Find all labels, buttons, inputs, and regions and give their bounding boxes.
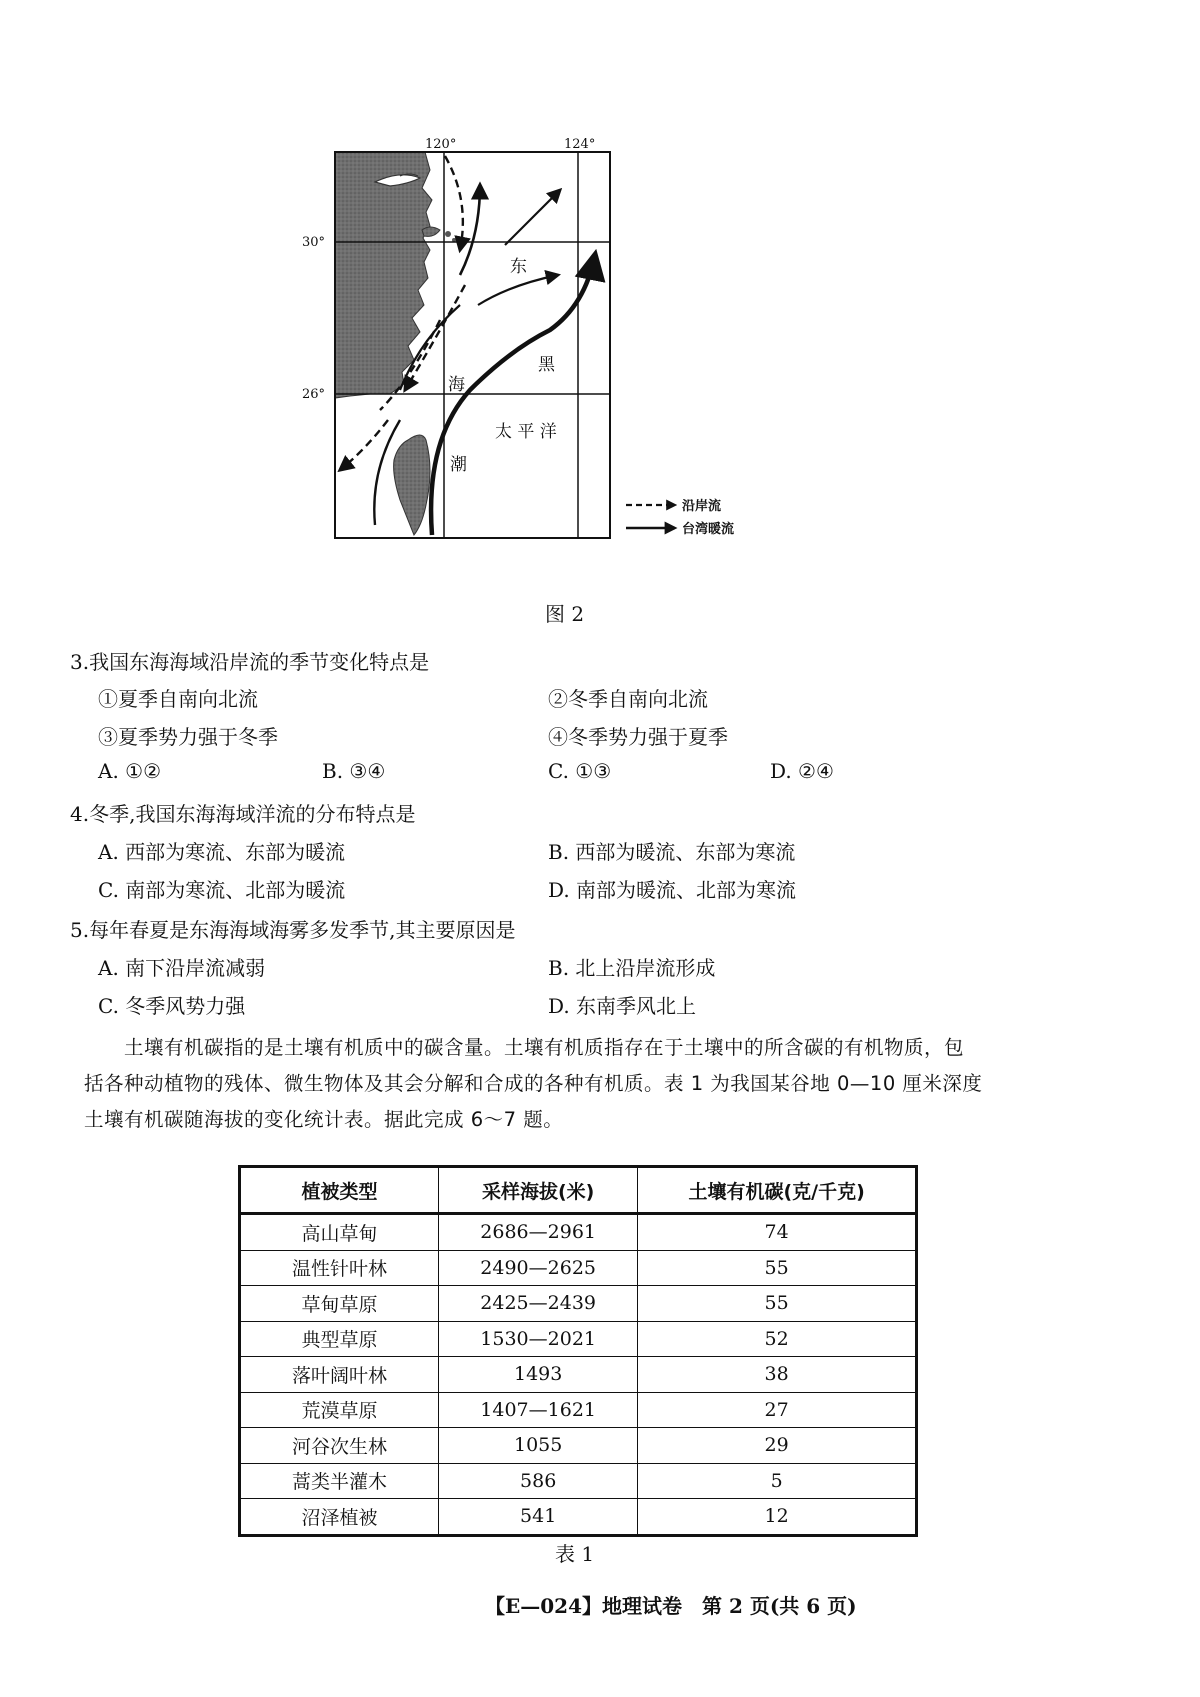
- page-footer: 【E—024】地理试卷 第 2 页(共 6 页): [485, 1594, 857, 1618]
- q5-option-b: B. 北上沿岸流形成: [548, 956, 716, 980]
- table-cell: 高山草甸: [240, 1214, 439, 1251]
- warm-current-2: [505, 190, 560, 245]
- q3-statement-2: ②冬季自南向北流: [548, 687, 708, 711]
- table-cell: 12: [638, 1499, 917, 1536]
- table-cell: 草甸草原: [240, 1286, 439, 1322]
- q3-option-b: B. ③④: [322, 759, 386, 783]
- lat-label-30: 30°: [302, 235, 326, 250]
- table-cell: 1407—1621: [439, 1392, 638, 1428]
- table-cell: 落叶阔叶林: [240, 1357, 439, 1393]
- q3-option-c: C. ①③: [548, 759, 612, 783]
- label-hei: 黑: [538, 355, 555, 375]
- table-cell: 29: [638, 1428, 917, 1464]
- table-cell: 2425—2439: [439, 1286, 638, 1322]
- question-3-stem: 3.我国东海海域沿岸流的季节变化特点是: [70, 650, 430, 674]
- table-cell: 74: [638, 1214, 917, 1251]
- warm-current-1: [460, 185, 480, 275]
- table-cell: 52: [638, 1321, 917, 1357]
- label-hai: 海: [448, 375, 465, 395]
- q3-option-a: A. ①②: [98, 759, 162, 783]
- label-dong: 东: [510, 257, 527, 277]
- q4-option-c: C. 南部为寒流、北部为暖流: [98, 878, 346, 902]
- table-cell: 典型草原: [240, 1321, 439, 1357]
- q3-statement-4: ④冬季势力强于夏季: [548, 725, 728, 749]
- zhoushan-islands: [422, 227, 440, 236]
- table-cell: 27: [638, 1392, 917, 1428]
- table-row: [240, 1357, 917, 1393]
- table-cell: 沼泽植被: [240, 1499, 439, 1536]
- q5-option-a: A. 南下沿岸流减弱: [98, 956, 266, 980]
- lat-label-26: 26°: [302, 387, 326, 402]
- table-cell: 温性针叶林: [240, 1250, 439, 1286]
- q5-option-c: C. 冬季风势力强: [98, 994, 246, 1018]
- table-cell: 荒漠草原: [240, 1392, 439, 1428]
- question-4-stem: 4.冬季,我国东海海域洋流的分布特点是: [70, 802, 416, 826]
- soil-carbon-table: [238, 1165, 918, 1537]
- q3-statement-1: ①夏季自南向北流: [98, 687, 258, 711]
- table-cell: 541: [439, 1499, 638, 1536]
- table-cell: 1055: [439, 1428, 638, 1464]
- table-cell: 55: [638, 1286, 917, 1322]
- passage-line-2: 括各种动植物的残体、微生物体及其会分解和合成的各种有机质。表 1 为我国某谷地 0—10 厘米深度: [84, 1072, 983, 1095]
- q3-option-d: D. ②④: [770, 759, 834, 783]
- table-cell: 1530—2021: [439, 1321, 638, 1357]
- lon-label-124: 124°: [564, 137, 596, 152]
- table-caption: 表 1: [555, 1542, 595, 1566]
- figure-caption: 图 2: [545, 602, 585, 626]
- table-header-vegetation: 植被类型: [240, 1167, 439, 1214]
- label-chao: 潮: [450, 455, 467, 475]
- table-cell: 蒿类半灌木: [240, 1463, 439, 1499]
- question-5-stem: 5.每年春夏是东海海域海雾多发季节,其主要原因是: [70, 918, 516, 942]
- table-cell: 38: [638, 1357, 917, 1393]
- table-cell: 5: [638, 1463, 917, 1499]
- table-cell: 2490—2625: [439, 1250, 638, 1286]
- q4-option-d: D. 南部为暖流、北部为寒流: [548, 878, 797, 902]
- table-row: [240, 1250, 917, 1286]
- lon-label-120: 120°: [425, 137, 457, 152]
- table-cell: 586: [439, 1463, 638, 1499]
- table-row: [240, 1428, 917, 1464]
- table-row: [240, 1392, 917, 1428]
- q5-option-d: D. 东南季风北上: [548, 994, 697, 1018]
- table-cell: 1493: [439, 1357, 638, 1393]
- table-row: [240, 1499, 917, 1536]
- table-header-altitude: 采样海拔(米): [439, 1167, 638, 1214]
- q4-option-b: B. 西部为暖流、东部为寒流: [548, 840, 796, 864]
- legend-coastal-label: 沿岸流: [682, 499, 722, 514]
- taiwan-island: [394, 435, 430, 535]
- warm-current-3: [478, 275, 558, 305]
- label-pacific: 太 平 洋: [495, 422, 557, 442]
- table-row: [240, 1463, 917, 1499]
- table-row: [240, 1321, 917, 1357]
- passage-line-1: 土壤有机碳指的是土壤有机质中的碳含量。土壤有机质指存在于土壤中的所含碳的有机物质，包: [124, 1036, 965, 1059]
- legend-warm-label: 台湾暖流: [682, 522, 735, 537]
- table-header-carbon: 土壤有机碳(克/千克): [638, 1167, 917, 1214]
- table-header-row: [240, 1167, 917, 1214]
- table-cell: 河谷次生林: [240, 1428, 439, 1464]
- q4-option-a: A. 西部为寒流、东部为暖流: [98, 840, 346, 864]
- table-row: [240, 1214, 917, 1251]
- table-cell: 2686—2961: [439, 1214, 638, 1251]
- table-row: [240, 1286, 917, 1322]
- east-china-sea-map: [302, 137, 830, 600]
- table-cell: 55: [638, 1250, 917, 1286]
- passage-line-3: 土壤有机碳随海拔的变化统计表。据此完成 6～7 题。: [84, 1108, 564, 1131]
- map-svg: [302, 137, 830, 600]
- q3-statement-3: ③夏季势力强于冬季: [98, 725, 278, 749]
- kuroshio-current: [431, 255, 595, 535]
